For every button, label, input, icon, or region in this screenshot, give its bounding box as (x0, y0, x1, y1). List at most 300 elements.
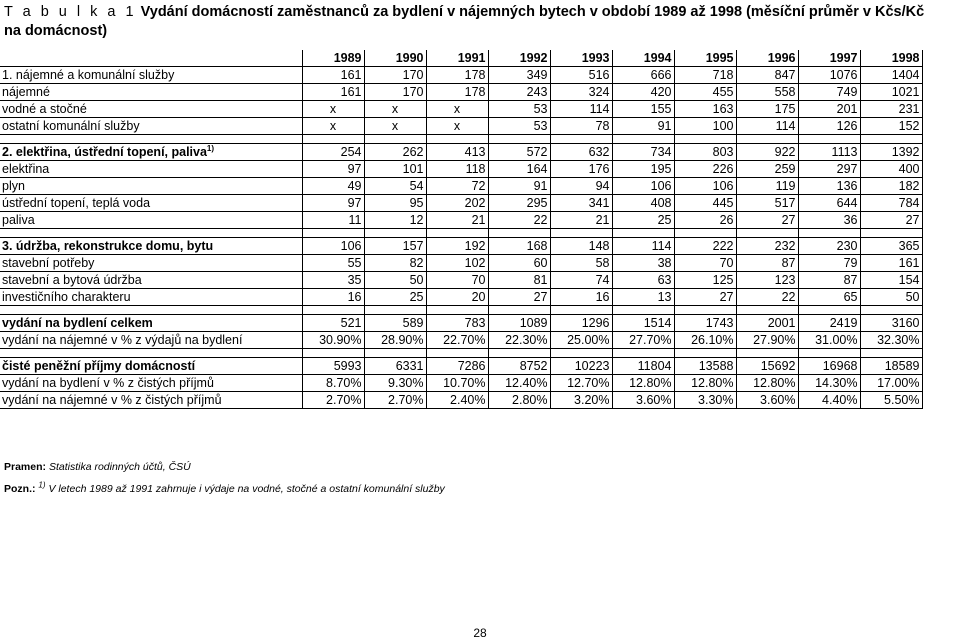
value-cell: 27 (860, 212, 922, 229)
value-cell: 13 (612, 289, 674, 306)
value-cell: x (426, 101, 488, 118)
value-cell: 114 (612, 238, 674, 255)
table-row (0, 375, 922, 392)
value-cell: 10223 (550, 358, 612, 375)
spacer-cell (612, 349, 674, 358)
year-header: 1998 (860, 50, 922, 67)
row-label-text: vydání na bydlení v % z čistých příjmů (2, 375, 214, 390)
value-cell: 136 (798, 178, 860, 195)
spacer-cell (550, 349, 612, 358)
spacer-cell (736, 349, 798, 358)
value-cell: 1404 (860, 67, 922, 84)
value-cell: 182 (860, 178, 922, 195)
row-label-text: 3. údržba, rekonstrukce domu, bytu (2, 238, 214, 253)
source-label: Pramen: (4, 461, 47, 473)
value-cell: 230 (798, 238, 860, 255)
value-cell: 26.10% (674, 332, 736, 349)
value-cell: 21 (550, 212, 612, 229)
value-cell: 30.90% (302, 332, 364, 349)
value-cell: 2.70% (364, 392, 426, 409)
table-row (0, 118, 922, 135)
value-cell: 178 (426, 84, 488, 101)
spacer-row (0, 349, 922, 358)
row-label (0, 118, 302, 135)
spacer-cell (364, 349, 426, 358)
value-cell: 155 (612, 101, 674, 118)
value-cell: 119 (736, 178, 798, 195)
value-cell: 784 (860, 195, 922, 212)
value-cell: 27 (736, 212, 798, 229)
value-cell: 3.20% (550, 392, 612, 409)
value-cell: 10.70% (426, 375, 488, 392)
value-cell: 6331 (364, 358, 426, 375)
spacer-cell (302, 135, 364, 144)
value-cell: 22 (736, 289, 798, 306)
value-cell: 749 (798, 84, 860, 101)
spacer-cell (426, 349, 488, 358)
value-cell: 15692 (736, 358, 798, 375)
spacer-cell (736, 306, 798, 315)
value-cell: 202 (426, 195, 488, 212)
spacer-cell (674, 135, 736, 144)
year-header: 1996 (736, 50, 798, 67)
value-cell: 7286 (426, 358, 488, 375)
spacer-cell (302, 349, 364, 358)
value-cell: 22 (488, 212, 550, 229)
spacer-row (0, 135, 922, 144)
value-cell: 922 (736, 144, 798, 161)
value-cell: 106 (612, 178, 674, 195)
value-cell: 21 (426, 212, 488, 229)
row-label (0, 84, 302, 101)
value-cell: 32.30% (860, 332, 922, 349)
value-cell: 35 (302, 272, 364, 289)
row-label (0, 238, 302, 255)
value-cell: 558 (736, 84, 798, 101)
value-cell: 3.60% (612, 392, 674, 409)
row-label-text: 2. elektřina, ústřední topení, paliva (2, 144, 207, 159)
table-number: T a b u l k a 1 (4, 4, 137, 20)
value-cell: 164 (488, 161, 550, 178)
table-row (0, 255, 922, 272)
value-cell: 58 (550, 255, 612, 272)
spacer-cell (426, 229, 488, 238)
year-header: 1994 (612, 50, 674, 67)
footnote-ref: 1) (206, 143, 215, 153)
year-header: 1992 (488, 50, 550, 67)
value-cell: 295 (488, 195, 550, 212)
value-cell: 12 (364, 212, 426, 229)
header-row (0, 50, 922, 67)
value-cell: 26 (674, 212, 736, 229)
value-cell: 50 (364, 272, 426, 289)
year-header: 1990 (364, 50, 426, 67)
value-cell: 60 (488, 255, 550, 272)
value-cell: 27.70% (612, 332, 674, 349)
value-cell: 161 (860, 255, 922, 272)
value-cell: 16968 (798, 358, 860, 375)
year-header: 1991 (426, 50, 488, 67)
table-row (0, 358, 922, 375)
value-cell: 54 (364, 178, 426, 195)
value-cell: 152 (860, 118, 922, 135)
value-cell: 12.80% (674, 375, 736, 392)
value-cell: 22.70% (426, 332, 488, 349)
row-label-text: ústřední topení, teplá voda (2, 195, 151, 210)
value-cell: x (364, 101, 426, 118)
row-label (0, 375, 302, 392)
value-cell: 106 (674, 178, 736, 195)
row-label-text: vydání na nájemné v % z výdajů na bydlení (2, 332, 243, 347)
value-cell: 420 (612, 84, 674, 101)
table-title (4, 3, 934, 41)
value-cell: 666 (612, 67, 674, 84)
value-cell: 413 (426, 144, 488, 161)
value-cell: 148 (550, 238, 612, 255)
value-cell: 114 (736, 118, 798, 135)
value-cell: 2.80% (488, 392, 550, 409)
row-label (0, 255, 302, 272)
value-cell: 2419 (798, 315, 860, 332)
value-cell: 1089 (488, 315, 550, 332)
spacer-cell (488, 349, 550, 358)
row-label (0, 315, 302, 332)
value-cell: 5.50% (860, 392, 922, 409)
value-cell: 783 (426, 315, 488, 332)
row-label-text: vydání na bydlení celkem (2, 315, 153, 330)
value-cell: 408 (612, 195, 674, 212)
value-cell: 11804 (612, 358, 674, 375)
value-cell: 12.80% (612, 375, 674, 392)
spacer-cell (860, 229, 922, 238)
value-cell: 78 (550, 118, 612, 135)
value-cell: 123 (736, 272, 798, 289)
value-cell: 168 (488, 238, 550, 255)
value-cell: 1514 (612, 315, 674, 332)
value-cell: 97 (302, 195, 364, 212)
value-cell: 803 (674, 144, 736, 161)
spacer-cell (674, 306, 736, 315)
value-cell: 31.00% (798, 332, 860, 349)
value-cell: 27 (488, 289, 550, 306)
table-row (0, 195, 922, 212)
footnote-marker: 1) (38, 480, 46, 490)
value-cell: 95 (364, 195, 426, 212)
spacer-cell (860, 306, 922, 315)
value-cell: 161 (302, 67, 364, 84)
spacer-cell (736, 229, 798, 238)
value-cell: 125 (674, 272, 736, 289)
spacer-cell (860, 135, 922, 144)
row-label (0, 392, 302, 409)
spacer-cell (550, 135, 612, 144)
value-cell: 126 (798, 118, 860, 135)
value-cell: 297 (798, 161, 860, 178)
page-number: 28 (473, 626, 487, 640)
value-cell: 157 (364, 238, 426, 255)
table-row (0, 332, 922, 349)
value-cell: 25.00% (550, 332, 612, 349)
value-cell: 91 (612, 118, 674, 135)
spacer-cell (426, 306, 488, 315)
value-cell: 734 (612, 144, 674, 161)
value-cell: 3.30% (674, 392, 736, 409)
value-cell: 81 (488, 272, 550, 289)
spacer-cell (426, 135, 488, 144)
spacer-cell (736, 135, 798, 144)
value-cell: 12.80% (736, 375, 798, 392)
spacer-cell (488, 229, 550, 238)
value-cell: 25 (612, 212, 674, 229)
value-cell: 161 (302, 84, 364, 101)
spacer-cell (0, 229, 302, 238)
spacer-cell (302, 229, 364, 238)
value-cell: 91 (488, 178, 550, 195)
value-cell: 2001 (736, 315, 798, 332)
row-label (0, 289, 302, 306)
value-cell: 1113 (798, 144, 860, 161)
value-cell: 8752 (488, 358, 550, 375)
row-label (0, 332, 302, 349)
value-cell: 13588 (674, 358, 736, 375)
value-cell: 28.90% (364, 332, 426, 349)
value-cell: 262 (364, 144, 426, 161)
value-cell: 5993 (302, 358, 364, 375)
row-label-text: paliva (2, 212, 35, 227)
table-row (0, 272, 922, 289)
row-label-text: plyn (2, 178, 25, 193)
value-cell: 231 (860, 101, 922, 118)
value-cell: 195 (612, 161, 674, 178)
table-row (0, 212, 922, 229)
value-cell: 16 (302, 289, 364, 306)
value-cell: 55 (302, 255, 364, 272)
table-row (0, 144, 922, 161)
value-cell: 1392 (860, 144, 922, 161)
value-cell: 170 (364, 84, 426, 101)
spacer-cell (550, 306, 612, 315)
value-cell: 25 (364, 289, 426, 306)
row-label (0, 144, 302, 161)
row-label (0, 161, 302, 178)
row-label (0, 178, 302, 195)
spacer-cell (798, 349, 860, 358)
value-cell: 232 (736, 238, 798, 255)
value-cell: 254 (302, 144, 364, 161)
spacer-row (0, 306, 922, 315)
row-label-text: elektřina (2, 161, 50, 176)
value-cell: 847 (736, 67, 798, 84)
spacer-cell (488, 306, 550, 315)
value-cell: 2.70% (302, 392, 364, 409)
value-cell: 2.40% (426, 392, 488, 409)
spacer-cell (0, 306, 302, 315)
row-label-text: stavební a bytová údržba (2, 272, 142, 287)
spacer-cell (302, 306, 364, 315)
row-label-text: stavební potřeby (2, 255, 95, 270)
value-cell: 400 (860, 161, 922, 178)
spacer-cell (364, 229, 426, 238)
spacer-row (0, 229, 922, 238)
row-label-text: investičního charakteru (2, 289, 131, 304)
row-label (0, 195, 302, 212)
value-cell: 79 (798, 255, 860, 272)
value-cell: x (302, 118, 364, 135)
value-cell: 718 (674, 67, 736, 84)
value-cell: 65 (798, 289, 860, 306)
spacer-cell (364, 135, 426, 144)
spacer-cell (550, 229, 612, 238)
row-label-text: nájemné (2, 84, 50, 99)
value-cell: 82 (364, 255, 426, 272)
value-cell: 349 (488, 67, 550, 84)
footnote (4, 480, 445, 495)
value-cell: 365 (860, 238, 922, 255)
year-header: 1989 (302, 50, 364, 67)
value-cell: 36 (798, 212, 860, 229)
spacer-cell (860, 349, 922, 358)
value-cell: 11 (302, 212, 364, 229)
value-cell: 3.60% (736, 392, 798, 409)
spacer-cell (612, 306, 674, 315)
table-row (0, 392, 922, 409)
source-text: Statistika rodinných účtů, ČSÚ (48, 461, 191, 473)
value-cell: 118 (426, 161, 488, 178)
row-label-text: ostatní komunální služby (2, 118, 140, 133)
row-label (0, 101, 302, 118)
value-cell: 74 (550, 272, 612, 289)
value-cell: 22.30% (488, 332, 550, 349)
value-cell: 1021 (860, 84, 922, 101)
value-cell: 572 (488, 144, 550, 161)
value-cell: 114 (550, 101, 612, 118)
row-label-text: 1. nájemné a komunální služby (2, 67, 175, 82)
value-cell: 163 (674, 101, 736, 118)
header-blank (0, 50, 302, 67)
row-label (0, 212, 302, 229)
spacer-cell (798, 135, 860, 144)
value-cell: x (302, 101, 364, 118)
value-cell: 3160 (860, 315, 922, 332)
value-cell: 50 (860, 289, 922, 306)
spacer-cell (612, 135, 674, 144)
value-cell: 53 (488, 118, 550, 135)
table-row (0, 101, 922, 118)
value-cell: 455 (674, 84, 736, 101)
value-cell: 4.40% (798, 392, 860, 409)
value-cell: 70 (674, 255, 736, 272)
row-label (0, 272, 302, 289)
value-cell: 101 (364, 161, 426, 178)
value-cell: 63 (612, 272, 674, 289)
table-row (0, 238, 922, 255)
value-cell: 243 (488, 84, 550, 101)
table-row (0, 289, 922, 306)
table-row (0, 84, 922, 101)
value-cell: 644 (798, 195, 860, 212)
value-cell: 102 (426, 255, 488, 272)
value-cell: 9.30% (364, 375, 426, 392)
value-cell: 632 (550, 144, 612, 161)
spacer-cell (612, 229, 674, 238)
value-cell: 201 (798, 101, 860, 118)
value-cell: 226 (674, 161, 736, 178)
value-cell: 1743 (674, 315, 736, 332)
value-cell: 16 (550, 289, 612, 306)
value-cell: 20 (426, 289, 488, 306)
value-cell: 521 (302, 315, 364, 332)
year-header: 1993 (550, 50, 612, 67)
value-cell: 18589 (860, 358, 922, 375)
value-cell: 324 (550, 84, 612, 101)
table-row (0, 178, 922, 195)
value-cell: 17.00% (860, 375, 922, 392)
value-cell: 53 (488, 101, 550, 118)
row-label-text: vodné a stočné (2, 101, 87, 116)
row-label (0, 67, 302, 84)
value-cell: 154 (860, 272, 922, 289)
housing-expenditure-table (0, 50, 923, 409)
row-label-text: čisté peněžní příjmy domácností (2, 358, 196, 373)
value-cell: 87 (736, 255, 798, 272)
value-cell: 14.30% (798, 375, 860, 392)
value-cell: 341 (550, 195, 612, 212)
value-cell: 49 (302, 178, 364, 195)
value-cell: 100 (674, 118, 736, 135)
value-cell: x (426, 118, 488, 135)
spacer-cell (674, 229, 736, 238)
value-cell: 27.90% (736, 332, 798, 349)
spacer-cell (364, 306, 426, 315)
value-cell: 38 (612, 255, 674, 272)
spacer-cell (0, 135, 302, 144)
value-cell: 222 (674, 238, 736, 255)
row-label (0, 358, 302, 375)
value-cell: 8.70% (302, 375, 364, 392)
table-row (0, 67, 922, 84)
value-cell: 589 (364, 315, 426, 332)
year-header: 1995 (674, 50, 736, 67)
value-cell: 12.70% (550, 375, 612, 392)
value-cell: 192 (426, 238, 488, 255)
source-note (4, 461, 191, 473)
year-header: 1997 (798, 50, 860, 67)
value-cell: 445 (674, 195, 736, 212)
value-cell: 178 (426, 67, 488, 84)
value-cell: 12.40% (488, 375, 550, 392)
value-cell: x (364, 118, 426, 135)
value-cell: 94 (550, 178, 612, 195)
value-cell: 106 (302, 238, 364, 255)
value-cell: 72 (426, 178, 488, 195)
footnote-text: V letech 1989 až 1991 zahrnuje i výdaje na vodné, stočné a ostatní komunální služby (48, 483, 445, 495)
table-row (0, 315, 922, 332)
value-cell: 1076 (798, 67, 860, 84)
value-cell: 175 (736, 101, 798, 118)
spacer-cell (798, 229, 860, 238)
table-caption: Vydání domácností zaměstnanců za bydlení v nájemných bytech v období 1989 až 1998 (měsíční průměr v Kčs/Kč na domácnost) (4, 4, 925, 39)
footnote-label: Pozn.: (4, 483, 36, 495)
value-cell: 176 (550, 161, 612, 178)
value-cell: 259 (736, 161, 798, 178)
value-cell: 70 (426, 272, 488, 289)
value-cell: 1296 (550, 315, 612, 332)
value-cell: 517 (736, 195, 798, 212)
spacer-cell (674, 349, 736, 358)
value-cell: 87 (798, 272, 860, 289)
spacer-cell (798, 306, 860, 315)
spacer-cell (488, 135, 550, 144)
